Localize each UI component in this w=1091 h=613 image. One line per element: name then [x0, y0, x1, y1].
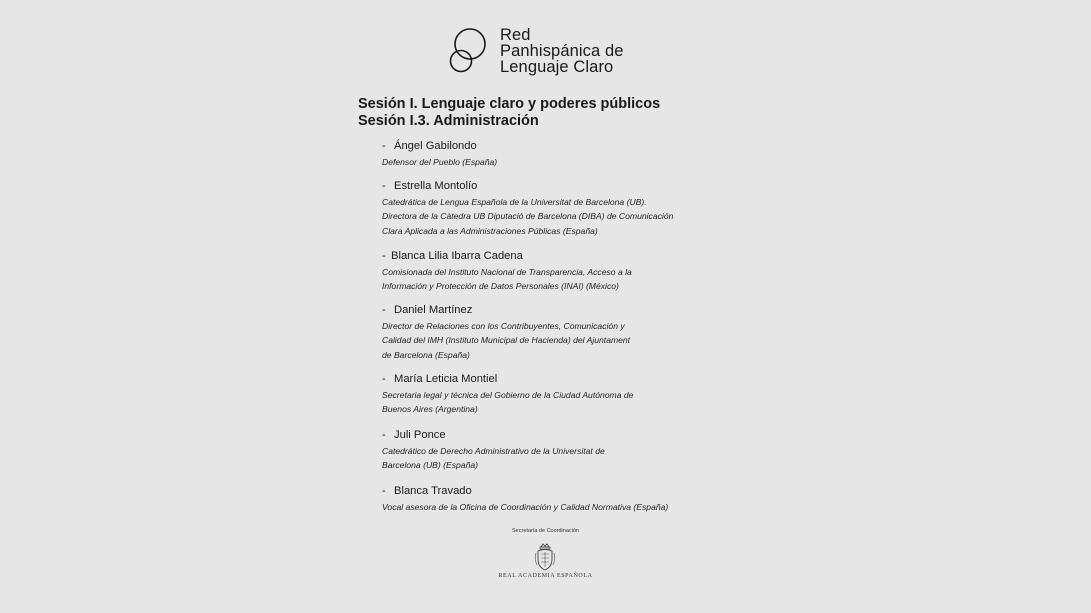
speaker-name-text: Ángel Gabilondo [394, 140, 477, 152]
bullet-dash: - [382, 429, 386, 441]
speaker-name [382, 373, 633, 386]
speaker-martinez [382, 304, 630, 362]
speaker-role-line: Barcelona (UB) (España) [382, 460, 479, 471]
speaker-role-line: Comisionada del Instituto Nacional de Transparencia, Acceso a la [382, 267, 632, 277]
logo-line-3: Lenguaje Claro [500, 58, 614, 76]
speaker-role [382, 319, 630, 362]
speaker-role-line: Defensor del Pueblo (España) [382, 157, 498, 167]
bullet-dash: - [382, 180, 386, 192]
speaker-role [382, 195, 673, 238]
speaker-role-line: Catedrática de Lengua Española de la Universitat de Barcelona (UB). [382, 197, 647, 207]
speaker-role [382, 265, 632, 294]
speaker-name-text: Blanca Travado [394, 485, 472, 497]
bullet-dash: - [382, 304, 386, 316]
speaker-name [382, 250, 632, 263]
speaker-role-line: Director de Relaciones con los Contribuyentes, Comunicación y [382, 321, 625, 331]
speaker-name-text: María Leticia Montiel [394, 373, 498, 385]
bullet-dash: - [382, 485, 386, 497]
speaker-role-line: Directora de la Càtedra UB Diputació de Barcelona (DIBA) de Comunicación [382, 211, 674, 222]
speaker-travado [382, 485, 668, 514]
logo-line-2: Panhispánica de [500, 42, 624, 60]
speaker-name [382, 304, 630, 317]
footer-institution: REAL ACADEMIA ESPAÑOLA [498, 573, 593, 579]
speaker-role-line: Vocal asesora de la Oficina de Coordinación y Calidad Normativa (España) [382, 502, 669, 512]
speaker-role-line: Buenos Aires (Argentina) [382, 404, 478, 415]
speaker-role [382, 444, 605, 473]
speaker-role-line: Calidad del IMH (Instituto Municipal de Hacienda) del Ajuntament [382, 335, 631, 346]
speaker-ibarra [382, 250, 632, 294]
bullet-dash: - [382, 373, 386, 385]
speaker-gabilondo [382, 140, 497, 169]
speaker-role [382, 500, 668, 514]
speaker-role-line: Clara Aplicada a las Administraciones Públicas (España) [382, 225, 598, 236]
bullet-dash: - [382, 250, 386, 262]
rae-crest-icon [533, 543, 557, 573]
speaker-name [382, 180, 673, 193]
speaker-name-text: Juli Ponce [394, 429, 446, 441]
speaker-role [382, 388, 633, 417]
speaker-name [382, 429, 605, 442]
subsession-title: Sesión I.3. Administración [358, 113, 539, 129]
bullet-dash: - [382, 140, 386, 152]
speaker-role-line: Secretaria legal y técnica del Gobierno de la Ciudad Autónoma de [382, 390, 634, 400]
speaker-name [382, 140, 497, 153]
logo-line-1: Red [500, 26, 531, 44]
speaker-ponce [382, 429, 605, 473]
session-title: Sesión I. Lenguaje claro y poderes públicos [358, 96, 661, 112]
speaker-name-text: Estrella Montolío [394, 180, 478, 192]
speaker-role-line: Información y Protección de Datos Personales (INAI) (México) [382, 281, 619, 292]
speaker-name [382, 485, 668, 498]
logo [448, 27, 658, 77]
speaker-name-text: Blanca Lilia Ibarra Cadena [391, 250, 523, 262]
session-titles [358, 96, 660, 130]
speaker-montolio [382, 180, 673, 238]
speaker-name-text: Daniel Martínez [394, 304, 473, 316]
footer-label: Secretaría de Coordinación [512, 528, 579, 534]
speaker-role-line: de Barcelona (España) [382, 349, 470, 360]
speaker-role-line: Catedrático de Derecho Administrativo de la Universitat de [382, 446, 605, 456]
logo-text [500, 27, 624, 75]
logo-circles-icon [448, 27, 494, 77]
speaker-montiel [382, 373, 633, 417]
speaker-role [382, 155, 497, 169]
